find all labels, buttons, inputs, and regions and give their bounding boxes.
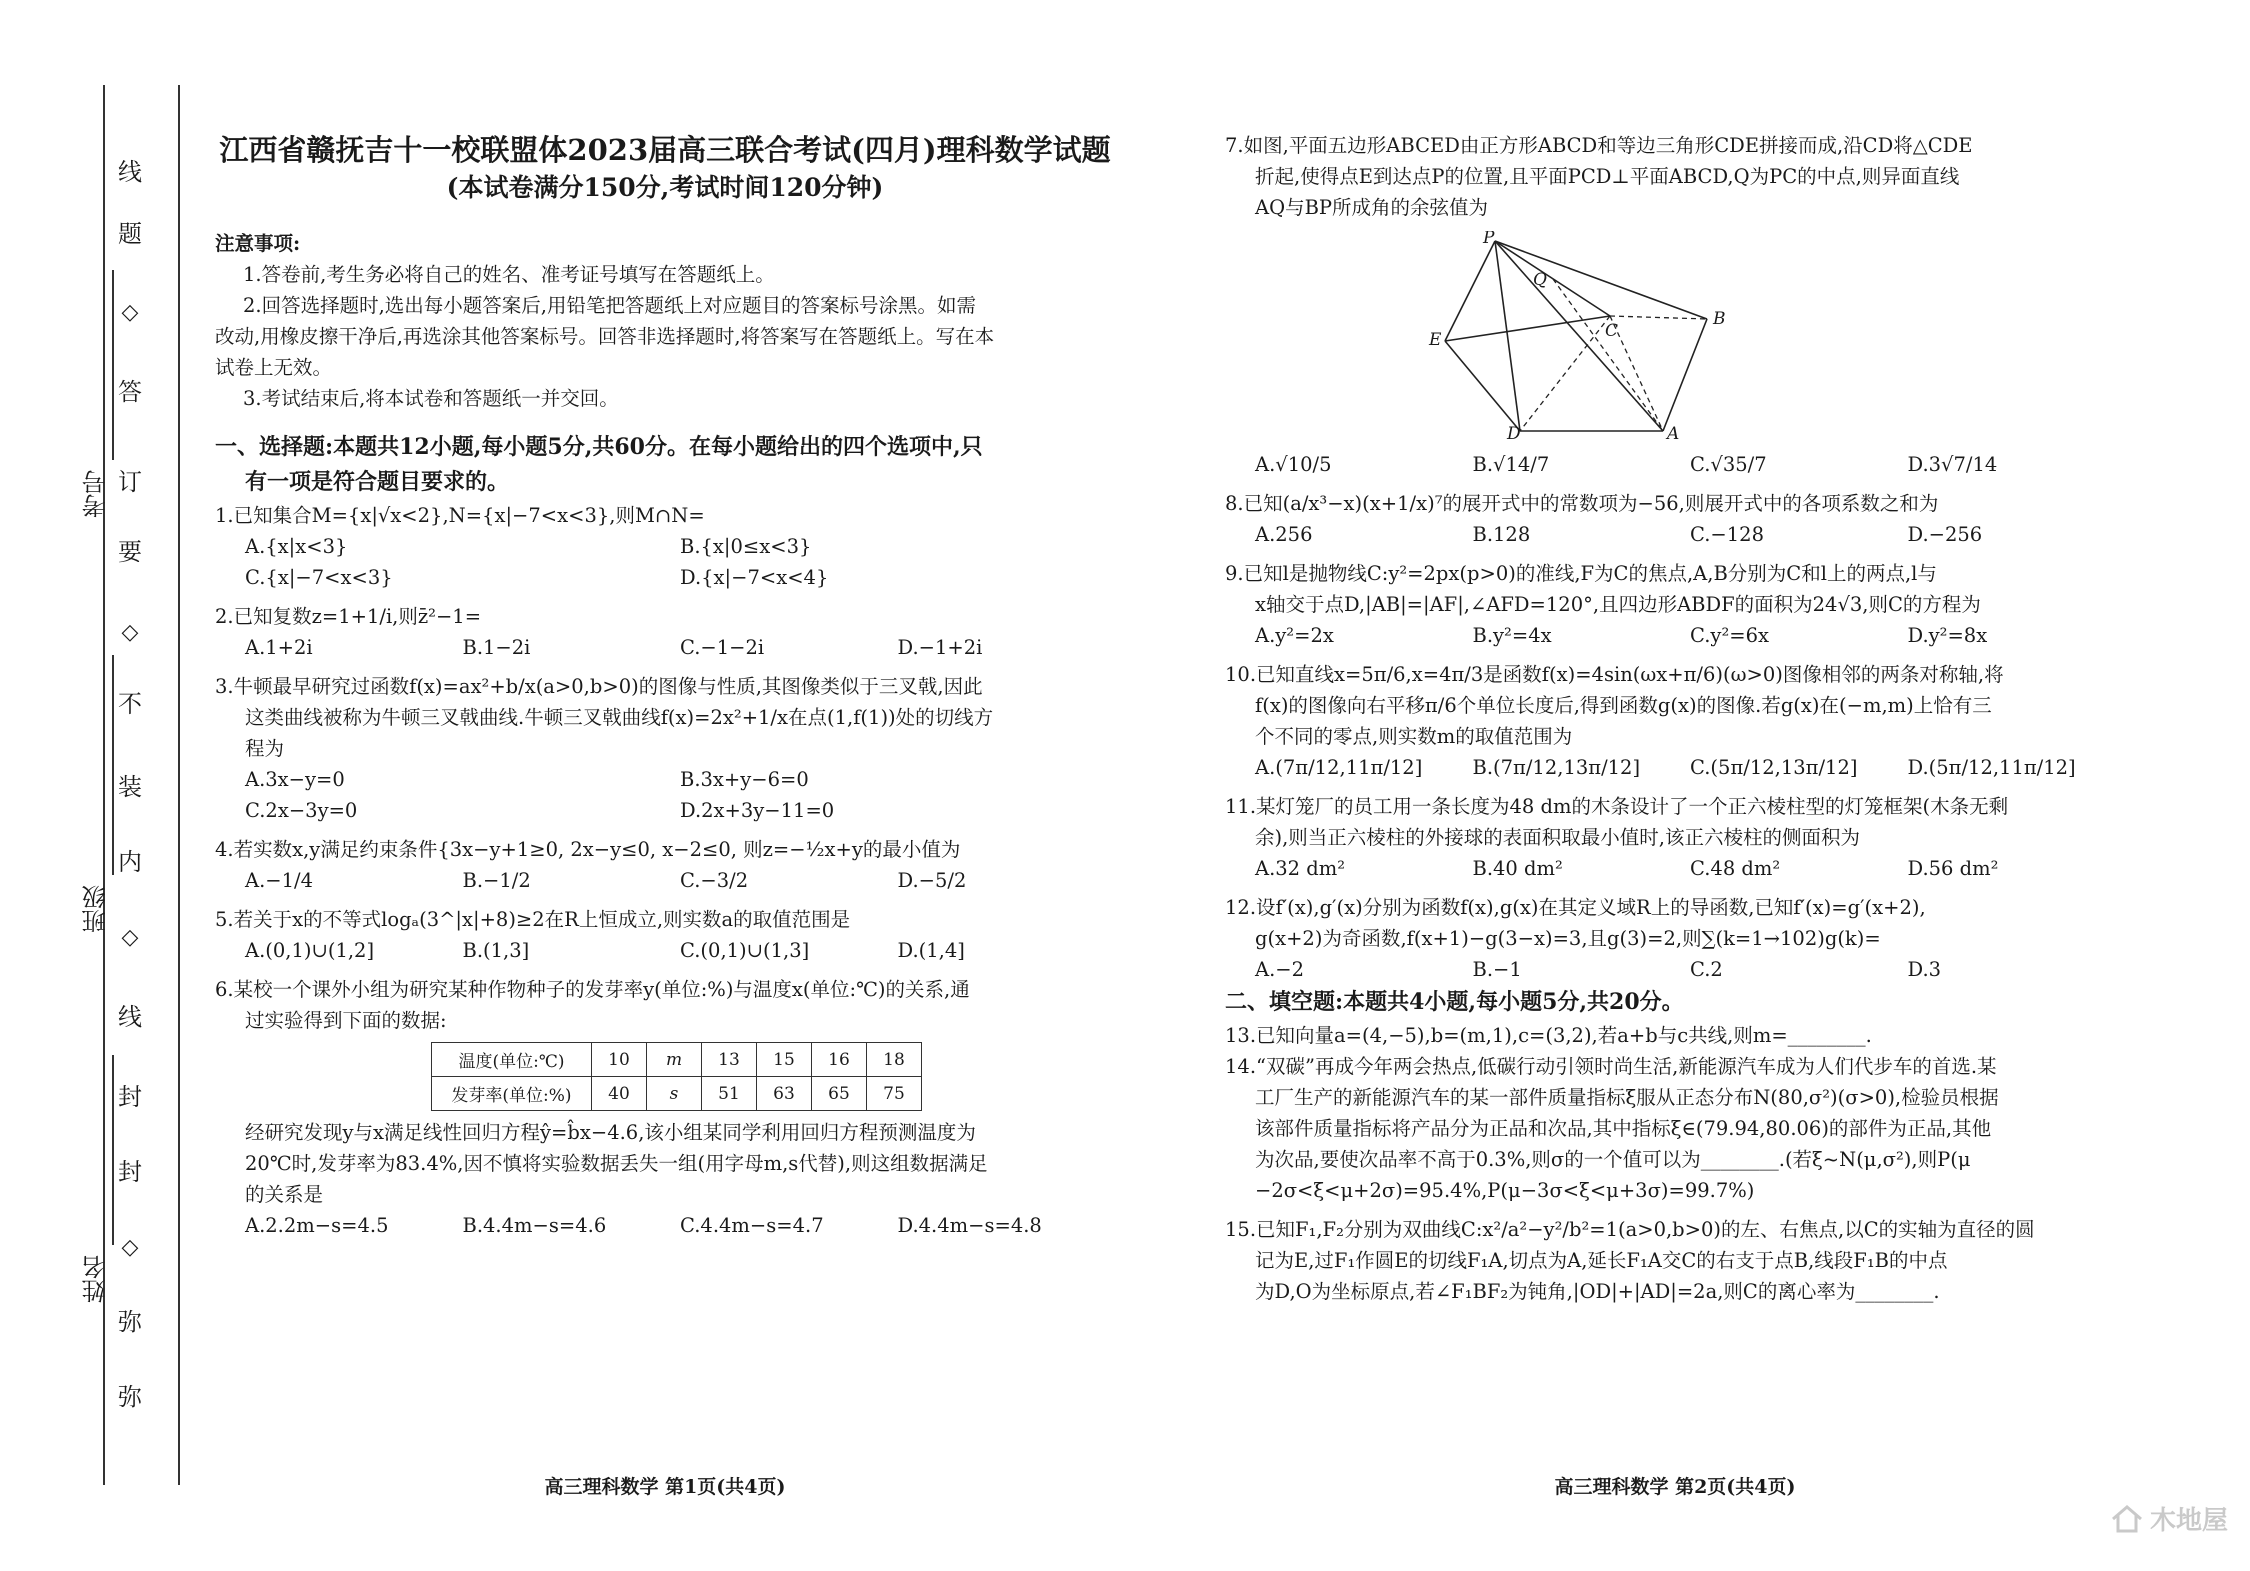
binding-char: 不: [118, 690, 142, 718]
question-15: 为D,O为坐标原点,若∠F₁BF₂为钝角,|OD|+|AD|=2a,则C的离心率为________.: [1255, 1280, 1940, 1303]
question-7: 折起,使得点E到达点P的位置,且平面PCD⊥平面ABCD,Q为PC的中点,则异面直线: [1255, 165, 1960, 188]
vertex-e: E: [1429, 330, 1442, 350]
question-14: 工厂生产的新能源汽车的某一部件质量指标ξ服从正态分布N(80,σ²)(σ>0),检验员根据: [1255, 1086, 1999, 1109]
table-cell: 75: [867, 1077, 922, 1111]
edge-aq: [1553, 279, 1663, 431]
option-d[interactable]: D.(1,4]: [897, 939, 965, 962]
question-8: 8.已知(a/x³−x)(x+1/x)⁷的展开式中的常数项为−56,则展开式中的各项系数之和为: [1225, 492, 1939, 515]
question-12: g(x+2)为奇函数,f(x+1)−g(3−x)=3,且g(3)=2,则∑(k=1→102)g(k)=: [1255, 927, 1881, 950]
notice-title: 注意事项:: [215, 232, 301, 255]
binding-char: 装: [118, 773, 142, 801]
question-12-options: [1225, 954, 2125, 985]
binding-char: 题: [118, 220, 142, 248]
option-a[interactable]: A.−1/4: [245, 869, 314, 892]
option-c[interactable]: C.(5π/12,13π/12]: [1690, 756, 1858, 779]
option-a[interactable]: A.√10/5: [1255, 453, 1332, 476]
binding-char: 弥: [118, 1383, 142, 1411]
section-1-heading: 有一项是符合题目要求的。: [245, 469, 510, 495]
house-icon: [2110, 1504, 2144, 1534]
class-label: 班级: [81, 885, 110, 933]
question-14: 该部件质量指标将产品分为正品和次品,其中指标ξ∈(79.94,80.06)的部件为正品,其他: [1255, 1117, 1992, 1140]
option-c[interactable]: C.4.4m−s=4.7: [680, 1214, 824, 1237]
notice-line: 1.答卷前,考生务必将自己的姓名、准考证号填写在答题纸上。: [243, 263, 775, 286]
option-d[interactable]: D.−256: [1907, 523, 1983, 546]
exam-number-field[interactable]: [80, 470, 110, 518]
question-14: 为次品,要使次品率不高于0.3%,则σ的一个值可以为________.(若ξ~N(μ,σ²),则P(μ: [1255, 1148, 1971, 1171]
question-8-options: [1225, 519, 2125, 550]
option-b[interactable]: B.{x|0≤x<3}: [680, 535, 812, 558]
exam-subtitle: (本试卷满分150分,考试时间120分钟): [446, 173, 884, 202]
option-c[interactable]: C.48 dm²: [1690, 857, 1781, 880]
edge-ec: [1445, 316, 1610, 341]
option-a[interactable]: A.−2: [1255, 958, 1305, 981]
notice-line: 3.考试结束后,将本试卷和答题纸一并交回。: [243, 387, 619, 410]
question-7: 7.如图,平面五边形ABCED由正方形ABCD和等边三角形CDE拼接而成,沿CD将△CDE: [1225, 134, 1973, 157]
question-3-options: [215, 764, 1115, 795]
watermark: [2110, 1500, 2228, 1537]
question-13: 13.已知向量a=(4,−5),b=(m,1),c=(3,2),若a+b与c共线,则m=________.: [1225, 1024, 1872, 1047]
binding-char: 封: [118, 1083, 142, 1111]
option-a[interactable]: A.1+2i: [245, 636, 313, 659]
vertex-a: A: [1667, 424, 1680, 441]
option-b[interactable]: B.128: [1472, 523, 1531, 546]
question-4-options: [215, 865, 1115, 896]
name-label: 姓名: [81, 1255, 110, 1303]
question-1-options: [215, 562, 1115, 593]
vertex-q: Q: [1533, 270, 1547, 290]
option-a[interactable]: A.32 dm²: [1255, 857, 1346, 880]
edge-pa: [1495, 241, 1663, 431]
option-c[interactable]: C.−3/2: [680, 869, 749, 892]
page-footer: 高三理科数学 第1页(共4页): [544, 1476, 786, 1498]
table-cell: 13: [702, 1043, 757, 1077]
option-a[interactable]: A.3x−y=0: [245, 768, 345, 791]
question-15: 记为E,过F₁作圆E的切线F₁A,切点为A,延长F₁A交C的右支于点B,线段F₁B的中点: [1255, 1249, 1948, 1272]
question-14: 14.“双碳”再成今年两会热点,低碳行动引领时尚生活,新能源汽车成为人们代步车的首选.某: [1225, 1055, 1997, 1078]
option-c[interactable]: C.−128: [1690, 523, 1764, 546]
table-cell: 发芽率(单位:%): [432, 1077, 592, 1111]
table-row: [432, 1077, 922, 1111]
edge-ab: [1663, 319, 1707, 431]
binding-char: 答: [118, 378, 142, 406]
exam-title: 江西省赣抚吉十一校联盟体2023届高三联合考试(四月)理科数学试题: [219, 133, 1111, 167]
option-c[interactable]: C.(0,1)∪(1,3]: [680, 939, 810, 962]
question-6: 过实验得到下面的数据:: [245, 1009, 447, 1032]
question-11: 余),则当正六棱柱的外接球的表面积取最小值时,该正六棱柱的侧面积为: [1255, 826, 1861, 849]
question-10: 10.已知直线x=5π/6,x=4π/3是函数f(x)=4sin(ωx+π/6)(ω>0)图像相邻的两条对称轴,将: [1225, 663, 2004, 686]
edge-cd: [1520, 316, 1610, 431]
option-b[interactable]: B.1−2i: [462, 636, 531, 659]
option-a[interactable]: A.y²=2x: [1255, 624, 1334, 647]
edge-pc: [1495, 241, 1610, 316]
question-2: 2.已知复数z=1+1/i,则z̄²−1=: [215, 605, 482, 628]
question-7-options: [1225, 449, 2125, 480]
question-3: 这类曲线被称为牛顿三叉戟曲线.牛顿三叉戟曲线f(x)=2x²+1/x在点(1,f(1))处的切线方: [245, 706, 994, 729]
question-1-options: [215, 531, 1115, 562]
option-d[interactable]: D.−1+2i: [897, 636, 983, 659]
table-cell: 温度(单位:℃): [432, 1043, 592, 1077]
table-cell: 65: [812, 1077, 867, 1111]
question-9: 9.已知l是抛物线C:y²=2px(p>0)的准线,F为C的焦点,A,B分别为C和l上的两点,l与: [1225, 562, 1937, 585]
option-d[interactable]: D.{x|−7<x<4}: [680, 566, 829, 589]
edge-pe: [1445, 241, 1495, 341]
option-b[interactable]: B.−1: [1472, 958, 1522, 981]
question-3: 3.牛顿最早研究过函数f(x)=ax²+b/x(a>0,b>0)的图像与性质,其图像类似于三叉戟,因此: [215, 675, 983, 698]
class-line: [112, 655, 114, 875]
notice-line: 试卷上无效。: [215, 356, 333, 379]
table-cell: 10: [592, 1043, 647, 1077]
question-3: 程为: [245, 737, 285, 760]
table-cell: s: [647, 1077, 702, 1111]
option-d[interactable]: D.56 dm²: [1907, 857, 1999, 880]
question-5: 5.若关于x的不等式logₐ(3^|x|+8)≥2在R上恒成立,则实数a的取值范围是: [215, 908, 851, 931]
diamond-icon: ◇: [121, 925, 139, 950]
notice-line: 改动,用橡皮擦干净后,再选涂其他答案标号。回答非选择题时,将答案写在答题纸上。写在本: [215, 325, 995, 348]
question-10: 个不同的零点,则实数m的取值范围为: [1255, 725, 1573, 748]
binding-line-outer: [178, 85, 180, 1485]
binding-char: 要: [118, 538, 142, 566]
question-11: 11.某灯笼厂的员工用一条长度为48 dm的木条设计了一个正六棱柱型的灯笼框架(木条无剩: [1225, 795, 2009, 818]
option-c[interactable]: C.2x−3y=0: [245, 799, 358, 822]
option-d[interactable]: D.y²=8x: [1907, 624, 1988, 647]
option-d[interactable]: D.3√7/14: [1907, 453, 1998, 476]
question-6-options: [215, 1210, 1115, 1241]
page-1: [215, 0, 1115, 1571]
option-a[interactable]: A.256: [1255, 523, 1313, 546]
vertex-d: D: [1507, 424, 1521, 441]
option-c[interactable]: C.2: [1690, 958, 1723, 981]
vertex-p: P: [1483, 231, 1495, 248]
question-4: 4.若实数x,y满足约束条件{3x−y+1≥0, 2x−y≤0, x−2≤0, 则z=−½x+y的最小值为: [215, 838, 961, 861]
option-c[interactable]: C.y²=6x: [1690, 624, 1769, 647]
section-2-heading: 二、填空题:本题共4小题,每小题5分,共20分。: [1225, 989, 1684, 1015]
option-d[interactable]: D.(5π/12,11π/12]: [1907, 756, 2076, 779]
edge-cb: [1610, 316, 1707, 319]
option-b[interactable]: B.(7π/12,13π/12]: [1472, 756, 1641, 779]
table-cell: 40: [592, 1077, 647, 1111]
edge-pd: [1495, 241, 1520, 431]
question-6: 20℃时,发芽率为83.4%,因不慎将实验数据丢失一组(用字母m,s代替),则这组数据满足: [245, 1152, 988, 1175]
data-table: [431, 1042, 922, 1111]
page-2: [1225, 0, 2125, 1571]
table-cell: 18: [867, 1043, 922, 1077]
vertex-b: B: [1713, 309, 1726, 329]
table-cell: 16: [812, 1043, 867, 1077]
edge-ed: [1445, 341, 1520, 431]
question-10: f(x)的图像向右平移π/6个单位长度后,得到函数g(x)的图像.若g(x)在(−m,m)上恰有三: [1255, 694, 1992, 717]
option-b[interactable]: B.√14/7: [1472, 453, 1550, 476]
binding-char: 内: [118, 848, 142, 876]
question-1: 1.已知集合M={x|√x<2},N={x|−7<x<3},则M∩N=: [215, 504, 705, 527]
exam-number-label: 考号: [81, 470, 110, 518]
question-11-options: [1225, 853, 2125, 884]
question-2-options: [215, 632, 1115, 663]
table-cell: m: [647, 1043, 702, 1077]
question-6: 6.某校一个课外小组为研究某种作物种子的发芽率y(单位:%)与温度x(单位:℃)的关系,通: [215, 978, 970, 1001]
binding-char: 订: [118, 468, 142, 496]
name-field[interactable]: [80, 1255, 110, 1303]
option-a[interactable]: A.2.2m−s=4.5: [245, 1214, 389, 1237]
question-10-options: [1225, 752, 2125, 783]
exam-number-line: [112, 270, 114, 460]
notice-line: 2.回答选择题时,选出每小题答案后,用铅笔把答题纸上对应题目的答案标号涂黑。如需: [243, 294, 977, 317]
diamond-icon: ◇: [121, 620, 139, 645]
watermark-text: 木地屋: [2150, 1506, 2229, 1536]
option-b[interactable]: B.y²=4x: [1472, 624, 1552, 647]
table-row: [432, 1043, 922, 1077]
option-c[interactable]: C.−1−2i: [680, 636, 765, 659]
table-cell: 51: [702, 1077, 757, 1111]
question-14: −2σ<ξ<μ+2σ)=95.4%,P(μ−3σ<ξ<μ+3σ)=99.7%): [1255, 1179, 1755, 1202]
question-3-options: [215, 795, 1115, 826]
option-a[interactable]: A.{x|x<3}: [245, 535, 348, 558]
option-d[interactable]: D.−5/2: [897, 869, 967, 892]
binding-char: 封: [118, 1158, 142, 1186]
question-15: 15.已知F₁,F₂分别为双曲线C:x²/a²−y²/b²=1(a>0,b>0)的左、右焦点,以C的实轴为直径的圆: [1225, 1218, 2035, 1241]
page-footer: 高三理科数学 第2页(共4页): [1554, 1476, 1796, 1498]
question-9-options: [1225, 620, 2125, 651]
option-b[interactable]: B.3x+y−6=0: [680, 768, 809, 791]
geometry-figure: [1425, 231, 1755, 441]
option-d[interactable]: D.3: [1907, 958, 1942, 981]
name-line: [112, 1055, 114, 1245]
binding-char: 弥: [118, 1308, 142, 1336]
diamond-icon: ◇: [121, 300, 139, 325]
question-7: AQ与BP所成角的余弦值为: [1255, 196, 1489, 219]
table-cell: 15: [757, 1043, 812, 1077]
option-b[interactable]: B.(1,3]: [462, 939, 530, 962]
binding-char: 线: [118, 1003, 142, 1031]
question-5-options: [215, 935, 1115, 966]
table-cell: 63: [757, 1077, 812, 1111]
binding-margin: [0, 0, 185, 1571]
edge-pb: [1495, 241, 1707, 319]
question-9: x轴交于点D,|AB|=|AF|,∠AFD=120°,且四边形ABDF的面积为24√3,则C的方程为: [1255, 593, 1981, 616]
binding-char: 线: [118, 158, 142, 186]
class-field[interactable]: [80, 885, 110, 933]
question-6: 经研究发现y与x满足线性回归方程ŷ=b̂x−4.6,该小组某同学利用回归方程预测温度为: [245, 1121, 976, 1144]
section-1-heading: 一、选择题:本题共12小题,每小题5分,共60分。在每小题给出的四个选项中,只: [215, 434, 983, 460]
option-d[interactable]: D.4.4m−s=4.8: [897, 1214, 1042, 1237]
question-12: 12.设f′(x),g′(x)分别为函数f(x),g(x)在其定义域R上的导函数,已知f′(x)=g′(x+2),: [1225, 896, 1926, 919]
option-c[interactable]: C.√35/7: [1690, 453, 1767, 476]
diamond-icon: ◇: [121, 1235, 139, 1260]
option-b[interactable]: B.−1/2: [462, 869, 531, 892]
vertex-c: C: [1605, 321, 1619, 341]
option-a[interactable]: A.(0,1)∪(1,2]: [245, 939, 375, 962]
option-b[interactable]: B.40 dm²: [1472, 857, 1563, 880]
option-b[interactable]: B.4.4m−s=4.6: [462, 1214, 607, 1237]
option-d[interactable]: D.2x+3y−11=0: [680, 799, 835, 822]
option-a[interactable]: A.(7π/12,11π/12]: [1255, 756, 1423, 779]
option-c[interactable]: C.{x|−7<x<3}: [245, 566, 393, 589]
question-6: 的关系是: [245, 1183, 324, 1206]
